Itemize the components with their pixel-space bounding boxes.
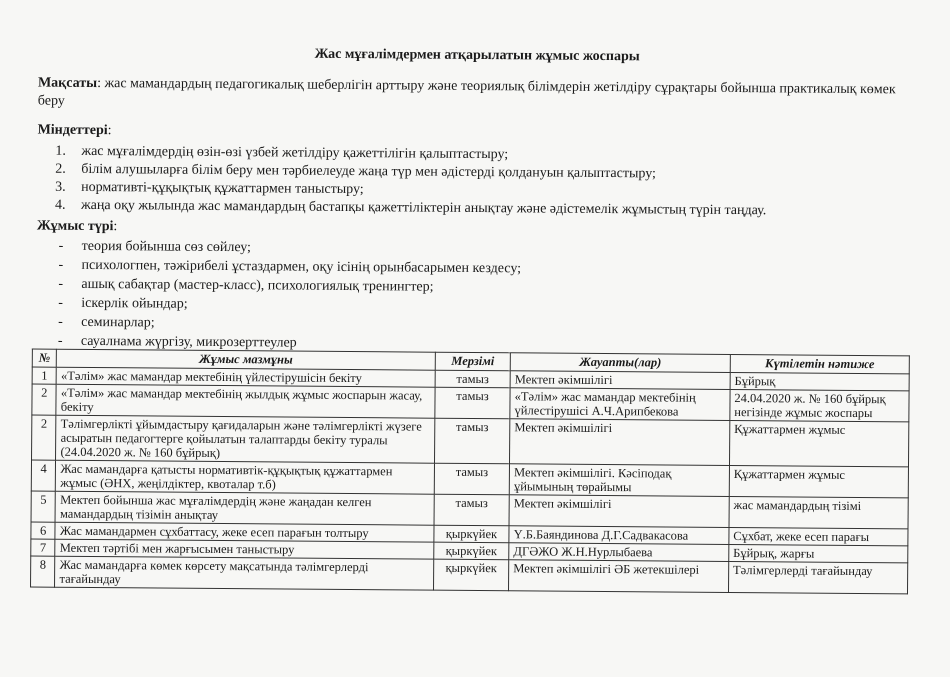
list-item-text: ашық сабақтар (мастер-класс), психологиялық тренингтер; [81, 276, 434, 295]
cell-result: 24.04.2020 ж. № 160 бұйрық негізінде жұмыс жоспары [730, 390, 909, 422]
document-title: Жас мұғалімдермен атқарылатын жұмыс жоспары [314, 46, 640, 65]
cell-num: 7 [31, 539, 56, 556]
header-responsible: Жауапты(лар) [510, 353, 730, 373]
work-plan-table [30, 349, 910, 595]
cell-term: тамыз [434, 494, 510, 526]
list-item-text: сауалнама жүргізу, микрозерттеулер [80, 333, 297, 351]
cell-responsible: ДГӘЖО Ж.Н.Нурлыбаева [509, 543, 729, 562]
work-types-list [36, 237, 637, 356]
list-item-text: психологпен, тәжірибелі ұстаздармен, оқу ісінің орынбасарымен кездесу; [81, 257, 522, 277]
cell-responsible: Ү.Б.Баяндинова Д.Г.Садвакасова [509, 526, 729, 545]
cell-content: Тәлімгерлікті ұйымдастыру қағидаларын және тәлімгерлікті жүзеге асыратын педагогтерге қойылатын талаптарды бекіту туралы (24.04.2020 ж. № 160 бұйрық) [56, 415, 435, 463]
cell-result: Тәлімгерлерді тағайындау [728, 561, 907, 593]
tasks-label: Міндеттері [37, 122, 108, 139]
cell-term: қыркүйек [433, 559, 509, 591]
cell-content: Жас мамандарға қатысты нормативтік-құқықтық құжаттармен жұмыс (ӘНХ, жеңілдіктер, квоталар т.б) [56, 460, 435, 494]
list-item-dash: - [58, 276, 64, 292]
list-item-dash: - [58, 257, 64, 273]
header-result: Күтілетін нәтиже [730, 355, 909, 374]
list-item-number: 4. [54, 197, 66, 213]
work-types-label: Жұмыс түрі [36, 218, 114, 235]
list-item-text: нормативті-құқықтық құжаттармен таныстыру; [81, 179, 364, 198]
cell-responsible: «Тәлім» жас мамандар мектебінің үйлестірушісі А.Ч.Арипбекова [510, 388, 730, 421]
cell-content: Жас мамандарға көмек көрсету мақсатында тәлімгерлерді тағайындау [55, 556, 434, 590]
cell-term: қыркүйек [434, 525, 509, 543]
list-item-dash: - [58, 314, 63, 330]
list-item-dash: - [57, 333, 63, 349]
purpose-text: : жас мамандардың педагогикалық шеберлігін арттыру және теориялық білімдерін жетілдіру сұрақтары бойынша практикалық көмек беру [37, 76, 896, 109]
list-item-text: семинарлар; [81, 314, 155, 331]
tasks-colon: : [107, 123, 112, 139]
header-content: Жұмыс мазмұны [57, 349, 436, 370]
cell-result: Бұйрық, жарғы [729, 544, 908, 562]
cell-num: 6 [31, 522, 56, 539]
cell-num: 1 [32, 367, 57, 384]
table-row [31, 556, 908, 594]
cell-content: «Тәлім» жас мамандар мектебінің жылдық жұмыс жоспарын жасау, бекіту [56, 384, 435, 418]
list-item-number: 1. [55, 143, 66, 159]
cell-content: Мектеп тәртібі мен жарғысымен таныстыру [55, 539, 434, 559]
list-item-number: 3. [55, 179, 66, 195]
cell-responsible: Мектеп әкімшілігі [510, 419, 730, 466]
cell-term: қыркүйек [434, 542, 509, 560]
cell-content: «Тәлім» жас мамандар мектебінің үйлестірушісін бекіту [57, 367, 436, 387]
cell-result: Құжаттармен жұмыс [729, 421, 908, 467]
list-item-dash: - [58, 295, 63, 311]
list-item-text: білім алушыларға білім беру мен тәрбиелеуде жаңа түр мен әдістерді қолдануын қалыптастыру; [81, 161, 656, 182]
cell-responsible: Мектеп әкімшілігі [510, 371, 730, 390]
cell-term: тамыз [434, 463, 510, 495]
cell-num: 2 [32, 384, 57, 415]
purpose-paragraph [38, 75, 908, 118]
cell-num: 8 [31, 556, 56, 587]
cell-result: Бұйрық [730, 373, 909, 391]
purpose-label: Мақсаты [37, 75, 98, 92]
list-item-text: іскерлік ойындар; [81, 295, 188, 312]
cell-num: 4 [31, 460, 56, 491]
tasks-heading [38, 123, 112, 140]
list-item-dash: - [58, 238, 64, 254]
cell-result: жас мамандардың тізімі [729, 497, 908, 529]
work-types-colon: : [113, 219, 118, 235]
list-item-text: жаңа оқу жылында жас мамандардың бастапқы қажеттіліктерін анықтау және әдістемелік жұмыстың түрін таңдау. [80, 197, 767, 219]
cell-term: тамыз [434, 418, 510, 464]
header-num: № [32, 349, 57, 367]
cell-result: Құжаттармен жұмыс [729, 466, 908, 498]
list-item-text: жас мұғалімдердің өзін-өзі үзбей жетілдіру қажеттілігін қалыптастыру; [81, 143, 509, 163]
list-item-text: теория бойынша сөз сөйлеу; [81, 238, 252, 256]
cell-term: тамыз [435, 387, 511, 419]
tasks-list [37, 143, 918, 222]
cell-content: Мектеп бойынша жас мұғалімдердің және жаңадан келген мамандардың тізімін анықтау [55, 491, 434, 525]
table-row [32, 415, 909, 467]
header-term: Мерзімі [435, 352, 510, 371]
cell-term: тамыз [435, 370, 510, 388]
cell-responsible: Мектеп әкімшілігі. Кәсіподақ ұйымының төрайымы [509, 464, 729, 497]
work-types-heading [37, 219, 118, 236]
cell-num: 5 [31, 491, 56, 522]
cell-result: Сұхбат, жеке есеп парағы [729, 528, 908, 546]
cell-num: 2 [32, 415, 57, 460]
cell-responsible: Мектеп әкімшілігі [509, 495, 729, 528]
cell-content: Жас мамандармен сұхбаттасу, жеке есеп парағын толтыру [55, 522, 434, 542]
list-item-number: 2. [55, 161, 66, 177]
cell-responsible: Мектеп әкімшілігі ӘБ жетекшілері [509, 560, 729, 593]
